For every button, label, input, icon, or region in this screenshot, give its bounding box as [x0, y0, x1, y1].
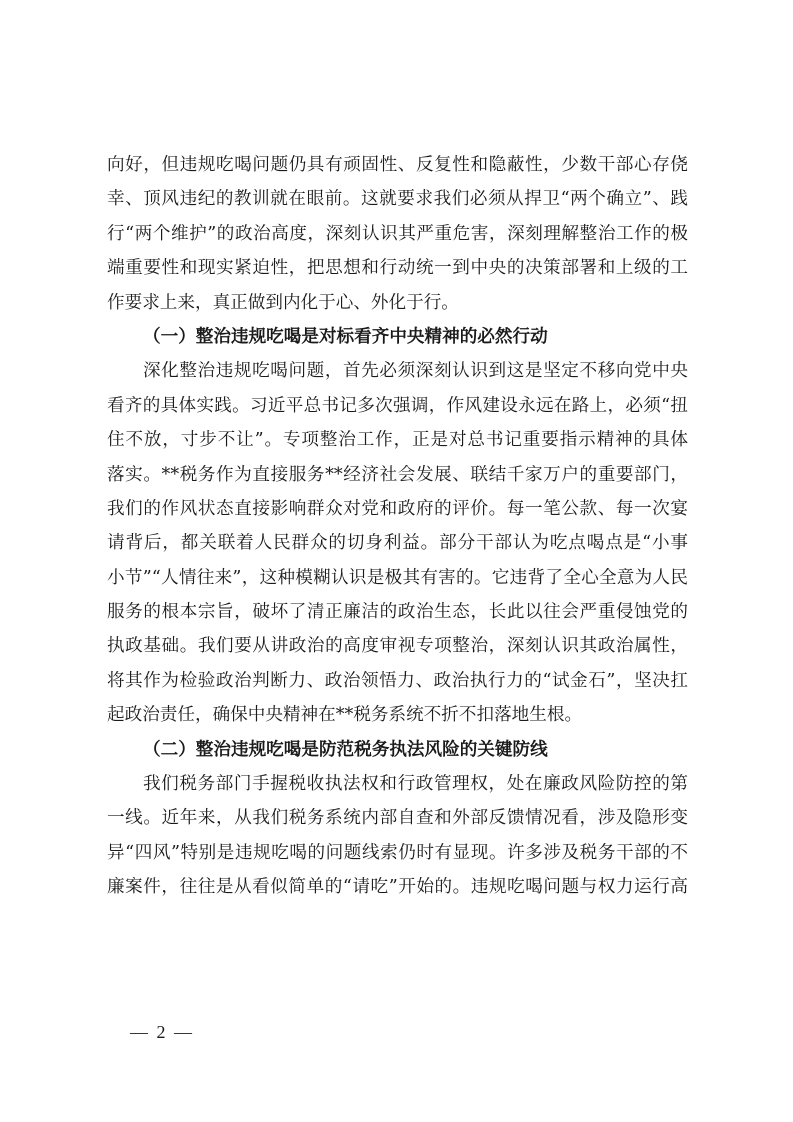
text-line: 廉案件，往往是从看似简单的“请吃”开始的。违规吃喝问题与权力运行高 [107, 877, 688, 898]
text-line: 起政治责任，确保中央精神在**税务系统不折不扣落地生根。 [107, 705, 583, 726]
text-line: 一线。近年来，从我们税务系统内部自查和外部反馈情况看，涉及隐形变 [107, 808, 688, 829]
body-text [107, 148, 688, 905]
text-line: 我们税务部门手握税收执法权和行政管理权，处在廉政风险防控的第 [143, 774, 688, 795]
text-line: 深化整治违规吃喝问题，首先必须深刻认识到这是坚定不移向党中央 [143, 361, 688, 382]
page-number: — 2 — [130, 1022, 194, 1042]
paragraph [107, 148, 688, 320]
text-line: 我们的作风状态直接影响群众对党和政府的评价。每一笔公款、每一次宴 [107, 498, 688, 519]
text-line: 看齐的具体实践。习近平总书记多次强调，作风建设永远在路上，必须“扭 [107, 395, 688, 416]
text-line: 端重要性和现实紧迫性，把思想和行动统一到中央的决策部署和上级的工 [107, 258, 688, 279]
text-line: 行“两个维护”的政治高度，深刻认识其严重危害，深刻理解整治工作的极 [107, 223, 688, 244]
text-line: 向好，但违规吃喝问题仍具有顽固性、反复性和隐蔽性，少数干部心存侥 [107, 155, 688, 175]
text-line: 请背后，都关联着人民群众的切身利益。部分干部认为吃点喝点是“小事 [107, 533, 688, 554]
text-line: 作要求上来，真正做到内化于心、外化于行。 [107, 292, 459, 313]
text-line: 住不放，寸步不让”。专项整治工作，正是对总书记重要指示精神的具体 [107, 430, 688, 451]
section-heading: （一）整治违规吃喝是对标看齐中央精神的必然行动 [143, 325, 548, 347]
text-line: 异“四风”特别是违规吃喝的问题线索仍时有显现。许多涉及税务干部的不 [107, 842, 688, 863]
text-line: 执政基础。我们要从讲政治的高度审视专项整治，深刻认识其政治属性， [107, 636, 688, 657]
paragraph [107, 354, 688, 732]
text-line: 小节”“人情往来”，这种模糊认识是极其有害的。它违背了全心全意为人民 [107, 567, 688, 588]
text-line: 落实。**税务作为直接服务**经济社会发展、联结千家万户的重要部门， [107, 464, 688, 485]
text-line: 将其作为检验政治判断力、政治领悟力、政治执行力的“试金石”，坚决扛 [107, 670, 688, 691]
paragraph [107, 767, 688, 905]
section-heading: （二）整治违规吃喝是防范税务执法风险的关键防线 [143, 738, 548, 760]
text-line: 幸、顶风违纪的教训就在眼前。这就要求我们必须从捍卫“两个确立”、践 [107, 189, 688, 210]
text-line: 服务的根本宗旨，破坏了清正廉洁的政治生态，长此以往会严重侵蚀党的 [107, 602, 688, 623]
